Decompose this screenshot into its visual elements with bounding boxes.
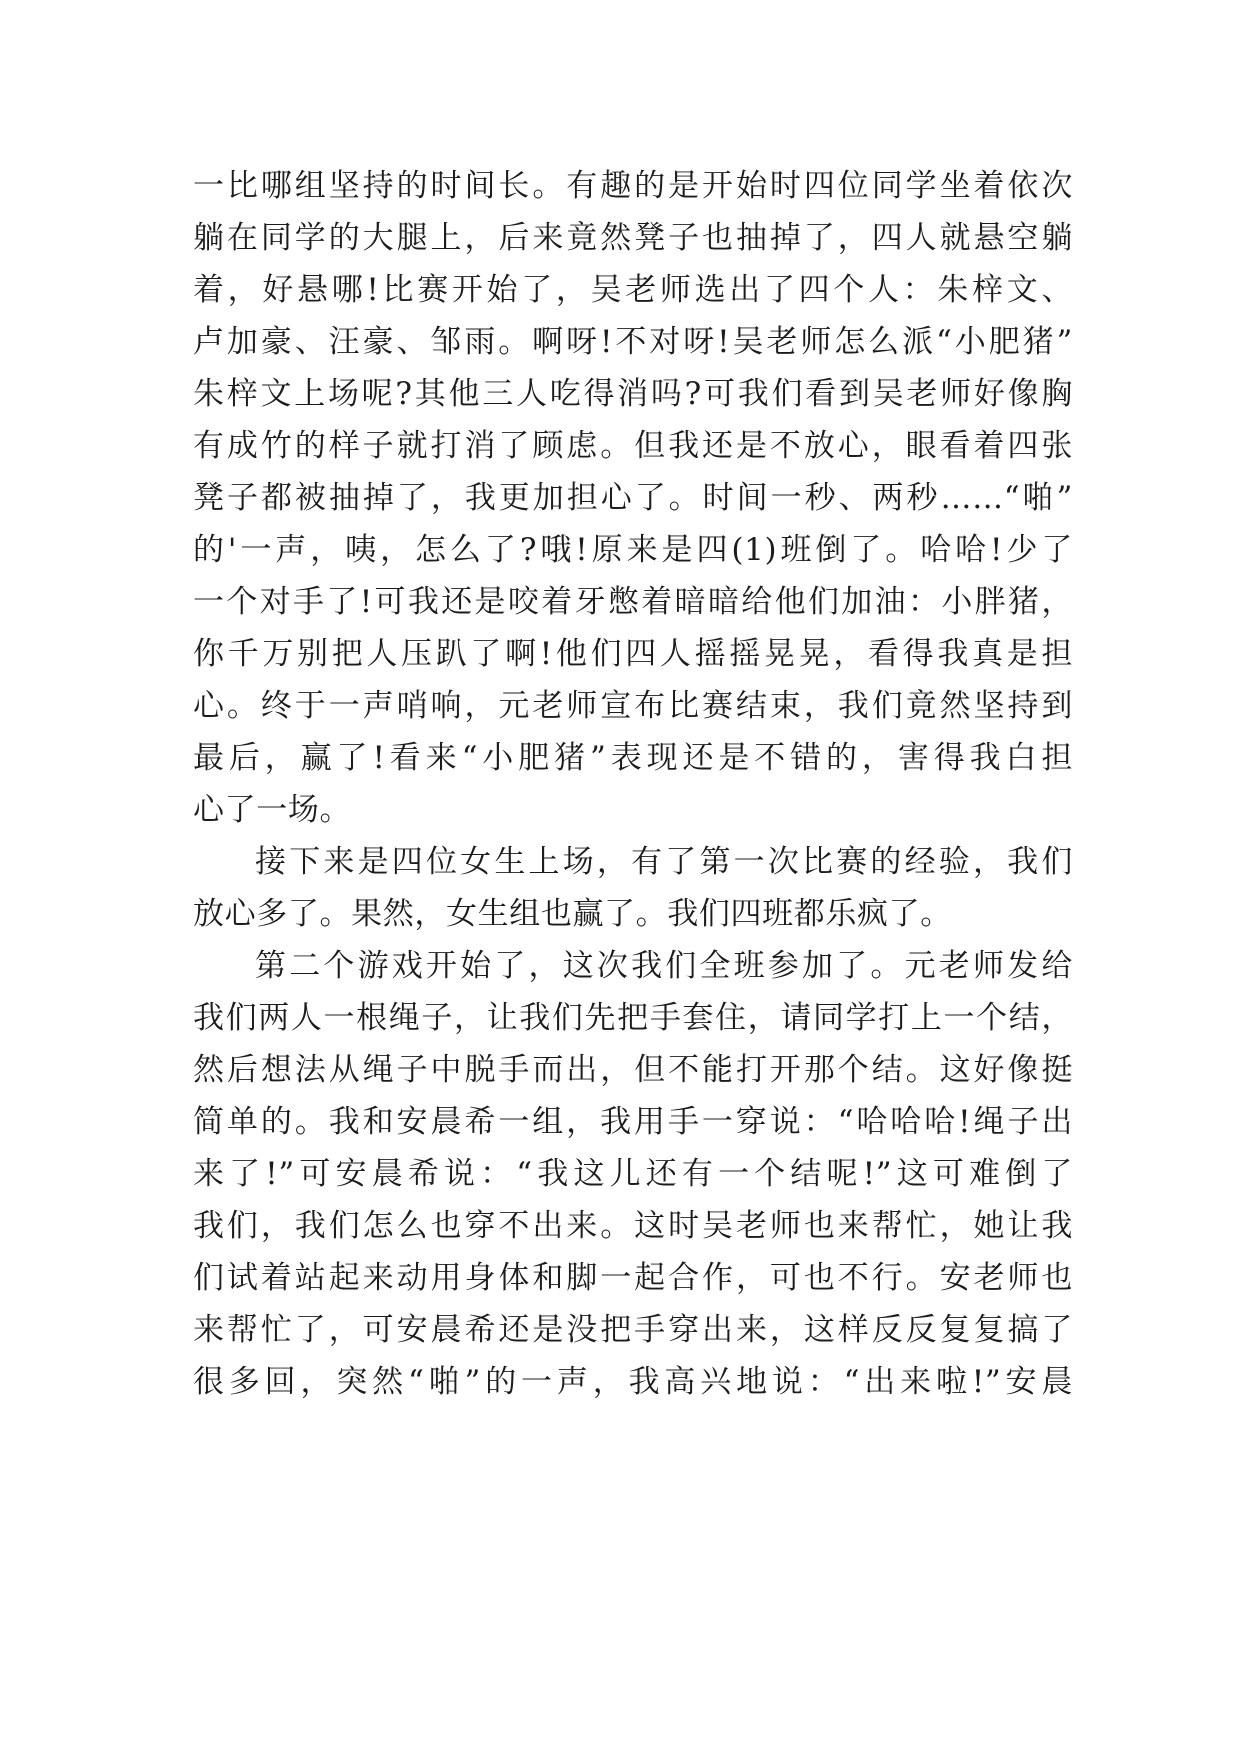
text-line: 卢加豪、汪豪、邹雨。啊呀!不对呀!吴老师怎么派“小肥猪”	[193, 324, 1073, 360]
text-line: 来帮忙了，可安晨希还是没把手穿出来，这样反反复复搞了	[193, 1312, 1073, 1348]
text-line: 我们，我们怎么也穿不出来。这时吴老师也来帮忙，她让我	[193, 1208, 1073, 1244]
text-line: 接下来是四位女生上场，有了第一次比赛的经验，我们	[255, 844, 1073, 880]
text-line: 很多回，突然“啪”的一声，我高兴地说：“出来啦!”安晨	[193, 1364, 1073, 1400]
text-line: 最后，赢了!看来“小肥猪”表现还是不错的，害得我白担	[193, 740, 1073, 776]
text-line: 一比哪组坚持的时间长。有趣的是开始时四位同学坐着依次	[193, 168, 1073, 204]
text-line: 躺在同学的大腿上，后来竟然凳子也抽掉了，四人就悬空躺	[193, 220, 1073, 256]
text-line: 然后想法从绳子中脱手而出，但不能打开那个结。这好像挺	[193, 1052, 1073, 1088]
text-line: 朱梓文上场呢?其他三人吃得消吗?可我们看到吴老师好像胸	[193, 376, 1073, 412]
body-text	[193, 160, 1073, 1408]
text-line: 放心多了。果然，女生组也赢了。我们四班都乐疯了。	[193, 896, 952, 932]
text-line: 们试着站起来动用身体和脚一起合作，可也不行。安老师也	[193, 1260, 1073, 1296]
text-line: 来了!”可安晨希说：“我这儿还有一个结呢!”这可难倒了	[193, 1156, 1073, 1192]
text-line: 有成竹的样子就打消了顾虑。但我还是不放心，眼看着四张	[193, 428, 1073, 464]
text-line: 简单的。我和安晨希一组，我用手一穿说：“哈哈哈!绳子出	[193, 1104, 1073, 1140]
text-line: 一个对手了!可我还是咬着牙憋着暗暗给他们加油：小胖猪，	[193, 584, 1073, 620]
text-line: 的'一声，咦，怎么了?哦!原来是四(1)班倒了。哈哈!少了	[193, 532, 1073, 568]
text-line: 心。终于一声哨响，元老师宣布比赛结束，我们竟然坚持到	[193, 688, 1073, 724]
text-line: 第二个游戏开始了，这次我们全班参加了。元老师发给	[255, 948, 1073, 984]
text-line: 我们两人一根绳子，让我们先把手套住，请同学打上一个结，	[193, 1000, 1073, 1036]
text-line: 着，好悬哪!比赛开始了，吴老师选出了四个人：朱梓文、	[193, 272, 1073, 308]
text-line: 凳子都被抽掉了，我更加担心了。时间一秒、两秒……“啪”	[193, 480, 1073, 516]
text-line: 你千万别把人压趴了啊!他们四人摇摇晃晃，看得我真是担	[193, 636, 1073, 672]
text-line: 心了一场。	[193, 792, 352, 828]
